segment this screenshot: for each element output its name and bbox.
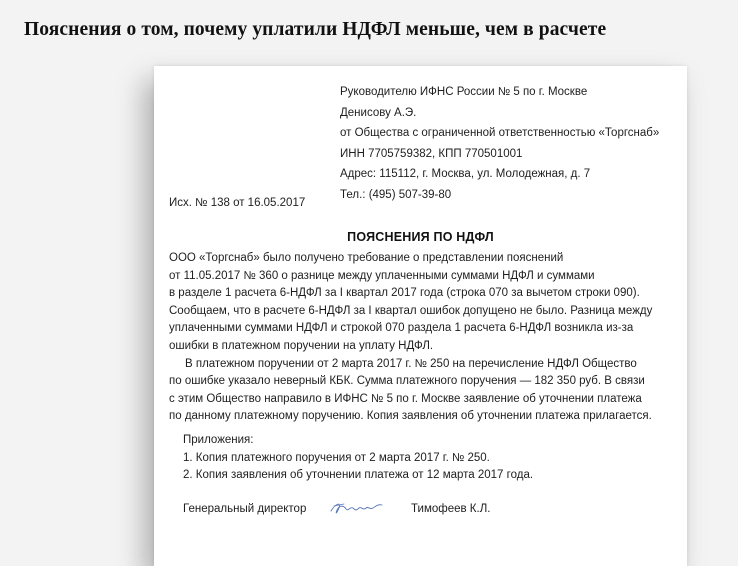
attachment-item: 2. Копия заявления об уточнении платежа от 12 марта 2017 года. [183, 469, 534, 482]
addressee-line: Тел.: (495) 507-39-80 [340, 188, 452, 201]
body-line: в разделе 1 расчета 6-НДФЛ за I квартал 2017 года (строка 070 за вычетом строки 090). [169, 287, 640, 300]
signer-position: Генеральный директор [183, 503, 307, 515]
attachments-block [183, 432, 533, 485]
page-headline: Пояснения о том, почему уплатили НДФЛ меньше, чем в расчете [24, 19, 607, 40]
addressee-line: от Общества с ограниченной ответственностью «Торгснаб» [340, 127, 660, 139]
body-line: ООО «Торгснаб» было получено требование о представлении пояснений [169, 252, 564, 264]
signature-image [328, 498, 388, 520]
body-line: Сообщаем, что в расчете 6-НДФЛ за I квартал ошибок допущено не было. Разница между [169, 304, 653, 317]
signer-name: Тимофеев К.Л. [411, 503, 491, 515]
addressee-line: ИНН 7705759382, КПП 770501001 [340, 147, 523, 160]
body-line: по данному платежному поручению. Копия заявления об уточнении платежа прилагается. [169, 410, 652, 423]
body-line: с этим Общество направило в ИФНС № 5 по г. Москве заявление об уточнении платежа [169, 392, 642, 405]
attachment-item: 1. Копия платежного поручения от 2 марта 2017 г. № 250. [183, 451, 490, 464]
document-sheet [154, 66, 687, 566]
addressee-line: Денисову А.Э. [340, 106, 417, 119]
addressee-line: Руководителю ИФНС России № 5 по г. Москве [340, 86, 588, 98]
body-line: уплаченными суммами НДФЛ и строкой 070 раздела 1 расчета 6-НДФЛ возникла из-за [169, 322, 634, 335]
attachments-heading: Приложения: [183, 434, 254, 446]
body-line: по ошибке указало неверный КБК. Сумма платежного поручения — 182 350 руб. В связи [169, 375, 645, 388]
addressee-line: Адрес: 115112, г. Москва, ул. Молодежная, д. 7 [340, 168, 591, 180]
body-line: ошибки в платежном поручении на уплату НДФЛ. [169, 339, 434, 352]
body-line: В платежном поручении от 2 марта 2017 г. № 250 на перечисление НДФЛ Общество [169, 357, 637, 370]
addressee-block [340, 82, 659, 205]
document-title: ПОЯСНЕНИЯ ПО НДФЛ [347, 230, 494, 244]
body-line: от 11.05.2017 № 360 о разнице между уплаченными суммами НДФЛ и суммами [169, 269, 595, 282]
document-body [169, 250, 652, 426]
outgoing-reference: Исх. № 138 от 16.05.2017 [169, 197, 306, 209]
